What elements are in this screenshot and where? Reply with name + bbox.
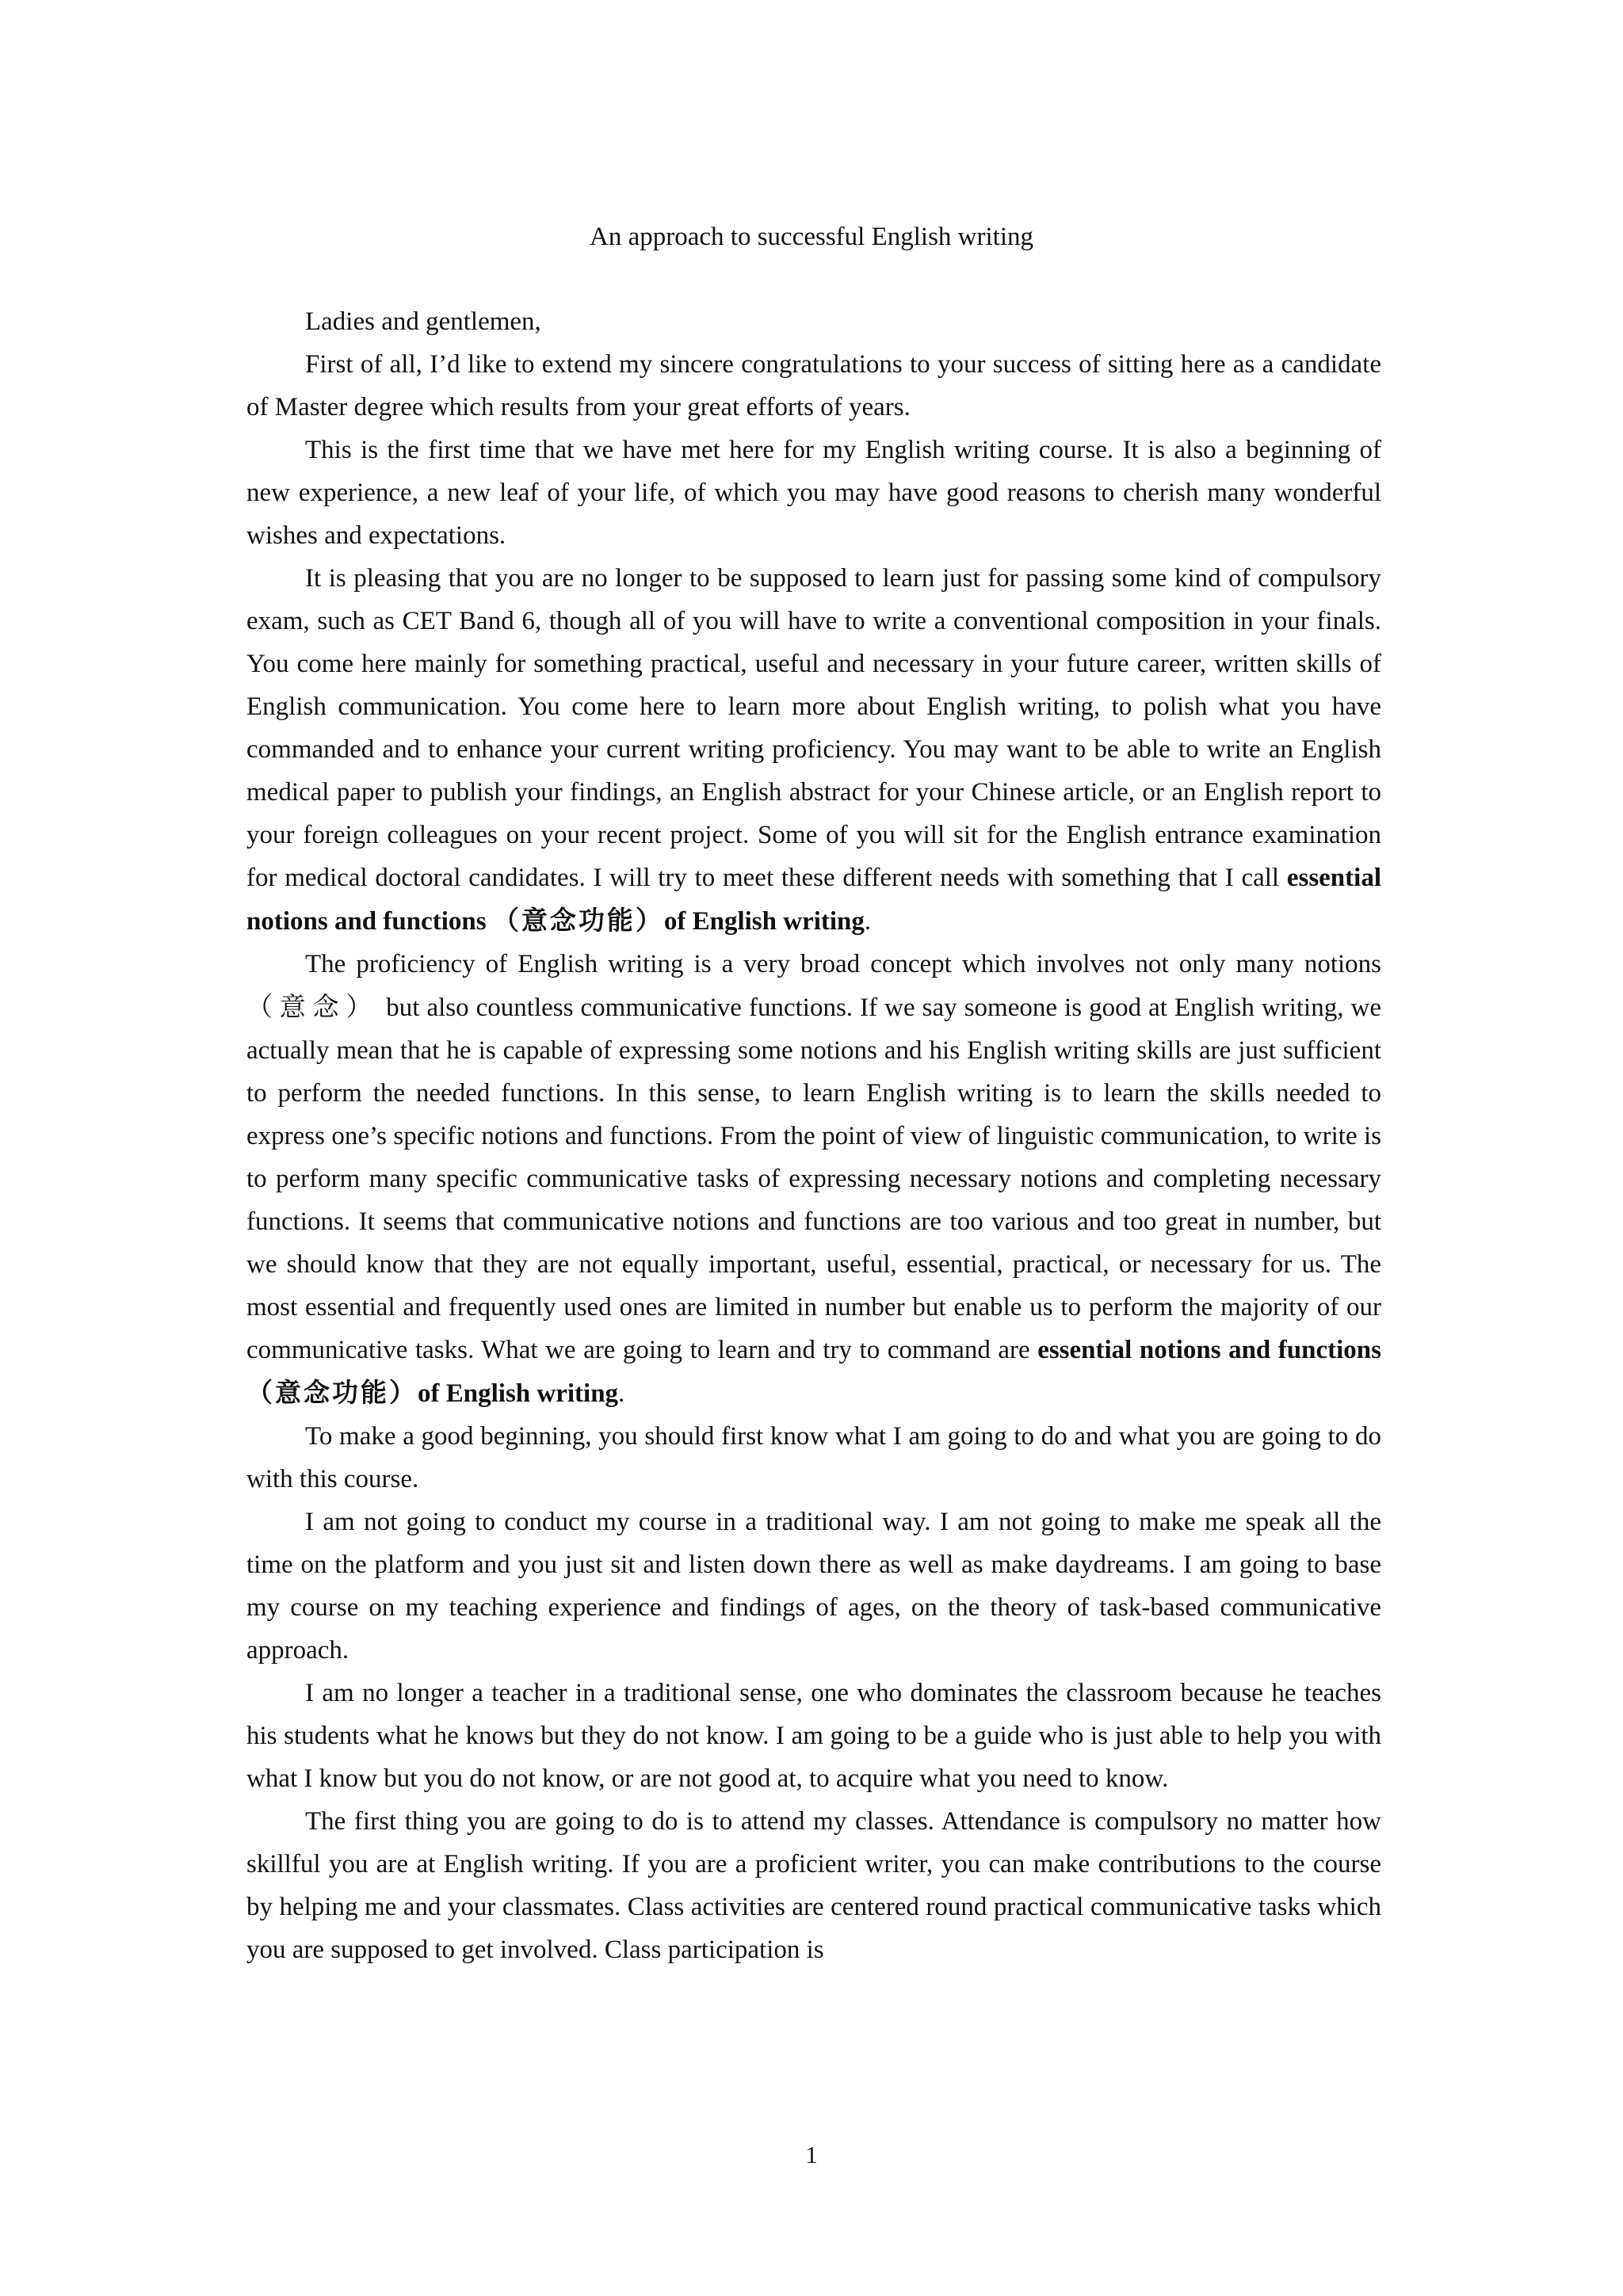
paragraph-2: This is the first time that we have met here for my English writing course. It is also a beginning of new experience, a new leaf of your life, of which you may have good reasons to cherish many wonderful wishes and expectations. <box>246 436 1381 550</box>
paragraph-3-bold-a: essential notions and functions <box>246 864 1381 936</box>
paragraph-4-bold-a: essential notions and functions <box>1037 1336 1381 1364</box>
paragraph-4-text-b: but also countless communicative functions. If we say someone is good at English writing, we actually mean that he is capable of expressing some notions and his English writing skills are just sufficient to perform the needed functions. In this sense, to learn English writing is to learn the skills needed to express one’s specific notions and functions. From the point of view of linguistic communication, to write is to perform many specific communicative tasks of expressing necessary notions and completing necessary functions. It seems that communicative notions and functions are too various and too great in number, but we should know that they are not equally important, useful, essential, practical, or necessary for us. The most essential and frequently used ones are limited in number but enable us to perform the majority of our communicative tasks. What we are going to learn and try to command are <box>246 994 1381 1364</box>
paragraph-1: First of all, I’d like to extend my sincere congratulations to your success of sitting here as a candidate of Master degree which results from your great efforts of years. <box>246 350 1381 421</box>
paragraph-5: To make a good beginning, you should first know what I am going to do and what you are going to do with this course. <box>246 1422 1381 1493</box>
paragraph-6: I am not going to conduct my course in a traditional way. I am not going to make me speak all the time on the platform and you just sit and listen down there as well as make daydreams. I am going to base my course on my teaching experience and findings of ages, on the theory of task-based communicative approach. <box>246 1508 1381 1665</box>
paragraph-3-text: It is pleasing that you are no longer to be supposed to learn just for passing some kind of compulsory exam, such as CET Band 6, though all of you will have to write a conventional composition in your finals. You come here mainly for something practical, useful and necessary in your future career, written skills of English communication. You come here to learn more about English writing, to polish what you have commanded and to enhance your current writing proficiency. You may want to be able to write an English medical paper to publish your findings, an English abstract for your Chinese article, or an English report to your foreign colleagues on your recent project. Some of you will sit for the English entrance examination for medical doctoral candidates. I will try to meet these different needs with something that I call <box>246 564 1381 892</box>
paragraph-4 <box>246 943 1381 1415</box>
paragraph-4-end: . <box>618 1379 625 1408</box>
salutation: Ladies and gentlemen, <box>305 307 541 336</box>
paragraph-3 <box>246 557 1381 943</box>
paragraph-3-end: . <box>864 907 872 936</box>
paragraph-4-cjk-2: （意念功能） <box>246 1377 418 1408</box>
paragraph-3-cjk: （意念功能） <box>492 905 664 936</box>
paragraph-3-bold-b: of English writing <box>663 907 865 936</box>
page-number: 1 <box>805 2141 818 2168</box>
paragraph-4-bold-b: of English writing <box>418 1379 619 1408</box>
paragraph-7: I am no longer a teacher in a traditional sense, one who dominates the classroom because he teaches his students what he knows but they do not know. I am going to be a guide who is just able to help you with what I know but you do not know, or are not good at, to acquire what you need to know. <box>246 1679 1381 1793</box>
paragraph-4-text-a: The proficiency of English writing is a very broad concept which involves not only many notions <box>305 950 1381 978</box>
paragraph-8: The first thing you are going to do is to attend my classes. Attendance is compulsory no matter how skillful you are at English writing. If you are a proficient writer, you can make contributions to the course by helping me and your classmates. Class activities are centered round practical communicative tasks which you are supposed to get involved. Class participation is <box>246 1807 1381 1964</box>
paragraph-4-cjk: （意念） <box>246 991 380 1022</box>
document-body <box>246 300 1381 1971</box>
document-title: An approach to successful English writing <box>590 223 1033 251</box>
